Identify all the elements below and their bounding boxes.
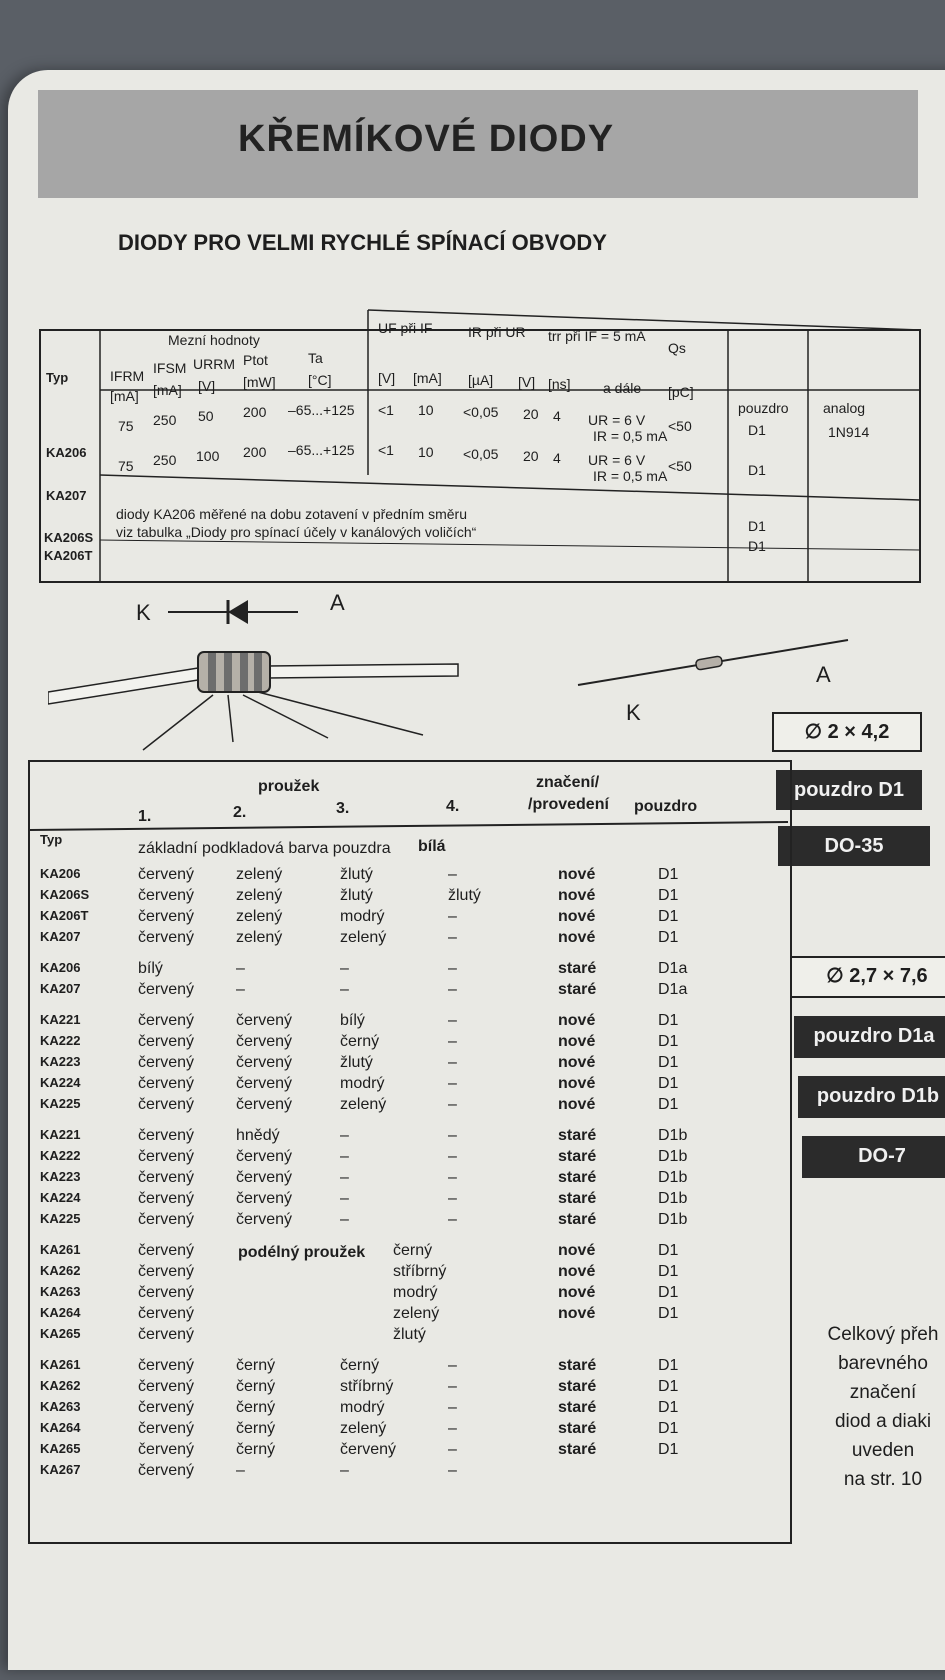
cell-c1: červený: [138, 887, 195, 904]
cell-po: D1: [658, 1441, 679, 1458]
cell-c1: červený: [138, 981, 195, 998]
cell-zn: staré: [558, 1399, 597, 1416]
t1-row1-typ: KA206: [46, 445, 87, 460]
cell-c3: zelený: [340, 1420, 387, 1437]
t1-unit-ur: [V]: [518, 374, 536, 390]
cell-zn: nové: [558, 1012, 596, 1029]
t1-header-uf: UF při IF: [378, 320, 433, 336]
cell-po: D1: [658, 1242, 679, 1259]
t1-header-urrm: URRM: [193, 356, 235, 372]
cell-po: D1: [658, 1263, 679, 1280]
t1-row1-ifrm: 75: [118, 418, 134, 434]
cell-po: D1: [658, 1357, 679, 1374]
cell-typ: KA262: [40, 1378, 81, 1393]
cell-typ: KA265: [40, 1441, 81, 1456]
cell-c3: černý: [340, 1357, 380, 1374]
cell-typ: KA263: [40, 1284, 81, 1299]
cell-c3: –: [340, 1190, 349, 1207]
anode-label: A: [330, 590, 345, 615]
t1-unit-uf: [V]: [378, 370, 396, 386]
cell-c4: –: [448, 1033, 457, 1050]
cell-typ: KA222: [40, 1033, 81, 1048]
cell-c4: –: [448, 1127, 457, 1144]
t1-row1-ptot: 200: [243, 404, 267, 420]
cell-typ: KA222: [40, 1148, 81, 1163]
cell-typ: KA265: [40, 1326, 81, 1341]
t1-row1-ir: <0,05: [463, 404, 499, 420]
cell-zn: nové: [558, 1033, 596, 1050]
cell-po: D1a: [658, 960, 688, 977]
t1-row2-uf: <1: [378, 442, 394, 458]
cell-zn: staré: [558, 1148, 597, 1165]
cell-c2: černý: [236, 1399, 276, 1416]
t1-unit-trr: [ns]: [548, 376, 571, 392]
cell-c2: hnědý: [236, 1127, 280, 1144]
label-do7: DO-7: [802, 1136, 945, 1178]
t1-row2-ifrm: 75: [118, 458, 134, 474]
cell-c3: žlutý: [340, 887, 373, 904]
cell-c1: červený: [138, 1378, 195, 1395]
cell-zn: staré: [558, 1357, 597, 1374]
t1-row1-pouzdro: D1: [748, 422, 766, 438]
cell-po: D1: [658, 908, 679, 925]
t1-row2-ptot: 200: [243, 444, 267, 460]
t1-header-ifsm: IFSM: [153, 360, 187, 376]
cell-po: D1: [658, 1284, 679, 1301]
cell-typ: KA223: [40, 1054, 81, 1069]
cell-zn: staré: [558, 960, 597, 977]
cell-c3: –: [340, 960, 349, 977]
t1-row2-trr: 4: [553, 450, 561, 466]
cell-zn: nové: [558, 1054, 596, 1071]
t1-row2-urrm: 100: [196, 448, 220, 464]
cell-c3: bílý: [340, 1012, 365, 1029]
t1-row2-typ: KA207: [46, 488, 87, 503]
cell-c4: –: [448, 1211, 457, 1228]
cell-po: D1b: [658, 1211, 688, 1228]
t1-row2-qs: <50: [668, 458, 692, 474]
cell-c1: červený: [138, 1075, 195, 1092]
cell-c1: červený: [138, 1284, 195, 1301]
t1-unit-urrm: [V]: [198, 378, 216, 394]
cell-c3: zelený: [340, 929, 387, 946]
t1-header-pouzdro: pouzdro: [738, 400, 789, 416]
cell-c4: –: [448, 1012, 457, 1029]
t2-header-c4: 4.: [446, 798, 460, 815]
cell-po: D1a: [658, 981, 688, 998]
cell-c2: černý: [236, 1378, 276, 1395]
cell-zn: nové: [558, 1284, 596, 1301]
cell-c1: červený: [138, 1420, 195, 1437]
table1-grid: [38, 260, 928, 610]
cell-po: D1b: [658, 1169, 688, 1186]
cell-c2: zelený: [236, 929, 283, 946]
cell-typ: KA207: [40, 929, 81, 944]
cell-zn: staré: [558, 1169, 597, 1186]
t1-note-pouzdro1: D1: [748, 518, 766, 534]
cell-c1: červený: [138, 929, 195, 946]
cell-c4: –: [448, 908, 457, 925]
cell-c4: –: [448, 1054, 457, 1071]
cell-c3: modrý: [340, 1075, 385, 1092]
cell-c3: modrý: [340, 1399, 385, 1416]
cell-c1: červený: [138, 1357, 195, 1374]
t1-row1-ur: 20: [523, 406, 539, 422]
cell-c1: červený: [138, 1305, 195, 1322]
cell-typ: KA261: [40, 1357, 81, 1372]
label-pouzdro-d1b: pouzdro D1b: [798, 1076, 945, 1118]
t2-header-typ: Typ: [40, 832, 63, 847]
cell-po: D1: [658, 1075, 679, 1092]
cell-zn: staré: [558, 1190, 597, 1207]
cell-zn: staré: [558, 981, 597, 998]
cell-c1: červený: [138, 1127, 195, 1144]
cell-zn: nové: [558, 1242, 596, 1259]
cell-c1: červený: [138, 1190, 195, 1207]
section-title: DIODY PRO VELMI RYCHLÉ SPÍNACÍ OBVODY: [118, 230, 607, 255]
cell-typ: KA261: [40, 1242, 81, 1257]
t1-row2-cond2: IR = 0,5 mA: [593, 468, 668, 484]
cell-c4: –: [448, 866, 457, 883]
cell-c3: černý: [393, 1242, 433, 1259]
t1-row1-if: 10: [418, 402, 434, 418]
cell-zn: nové: [558, 1263, 596, 1280]
cell-c4: –: [448, 1190, 457, 1207]
cell-zn: staré: [558, 1211, 597, 1228]
cell-typ: KA223: [40, 1169, 81, 1184]
cell-zn: nové: [558, 1096, 596, 1113]
t2-header-c2: 2.: [233, 804, 247, 821]
cell-c3: modrý: [393, 1284, 438, 1301]
t1-note-typ2: KA206T: [44, 548, 93, 563]
cell-po: D1: [658, 1054, 679, 1071]
cell-c4: –: [448, 1075, 457, 1092]
t1-row1-ifsm: 250: [153, 412, 177, 428]
cell-c3: zelený: [393, 1305, 440, 1322]
label-do35: DO-35: [778, 826, 930, 866]
cell-c2: zelený: [236, 887, 283, 904]
cell-typ: KA221: [40, 1127, 81, 1142]
t1-header-ta: Ta: [308, 350, 323, 366]
cell-po: D1b: [658, 1127, 688, 1144]
cell-c4: žlutý: [448, 887, 481, 904]
cell-c1: červený: [138, 1096, 195, 1113]
cell-zn: nové: [558, 1305, 596, 1322]
cell-po: D1: [658, 866, 679, 883]
cell-c3: žlutý: [340, 866, 373, 883]
cell-po: D1: [658, 1305, 679, 1322]
cell-c4: –: [448, 1148, 457, 1165]
t1-row2-ifsm: 250: [153, 452, 177, 468]
color-code-table: [18, 760, 808, 1560]
cell-c2: černý: [236, 1441, 276, 1458]
t1-row1-trr: 4: [553, 408, 561, 424]
cell-c3: –: [340, 1148, 349, 1165]
cell-typ: KA221: [40, 1012, 81, 1027]
cell-typ: KA225: [40, 1096, 81, 1111]
cell-po: D1: [658, 1399, 679, 1416]
cell-c2: červený: [236, 1169, 293, 1186]
t1-row1-cond2: IR = 0,5 mA: [593, 428, 668, 444]
t1-unit-ptot: [mW]: [243, 374, 276, 390]
cell-c3: modrý: [340, 908, 385, 925]
cell-typ: KA206S: [40, 887, 90, 902]
cell-typ: KA267: [40, 1462, 81, 1477]
cell-c4: –: [448, 981, 457, 998]
cell-c3: –: [340, 981, 349, 998]
t1-row2-cond1: UR = 6 V: [588, 452, 646, 468]
cell-typ: KA206T: [40, 908, 89, 923]
cell-zn: staré: [558, 1378, 597, 1395]
cell-c1: červený: [138, 1054, 195, 1071]
cell-c3: žlutý: [340, 1054, 373, 1071]
color-table-lines: [18, 760, 808, 1560]
t1-note-line1: diody KA206 měřené na dobu zotavení v předním směru: [116, 506, 467, 522]
cell-typ: KA225: [40, 1211, 81, 1226]
t1-header-analog: analog: [823, 400, 866, 416]
cell-c3: žlutý: [393, 1326, 426, 1343]
t1-header-qs: Qs: [668, 340, 686, 356]
cell-typ: KA206: [40, 866, 81, 881]
cell-po: D1: [658, 1033, 679, 1050]
t2-header-c3: 3.: [336, 800, 350, 817]
side-note-line: diod a diaki: [834, 1411, 932, 1432]
t1-row2-pouzdro: D1: [748, 462, 766, 478]
side-note: [808, 1320, 945, 1494]
t1-row1-qs: <50: [668, 418, 692, 434]
cell-c2: černý: [236, 1357, 276, 1374]
t2-base-text: základní podkladová barva pouzdra: [138, 840, 391, 857]
cell-c2: zelený: [236, 866, 283, 883]
cell-c2: –: [236, 960, 245, 977]
cell-po: D1b: [658, 1148, 688, 1165]
cell-zn: staré: [558, 1127, 597, 1144]
size-box-d1: ∅ 2 × 4,2: [772, 712, 922, 752]
cell-typ: KA263: [40, 1399, 81, 1414]
t1-row1-analog: 1N914: [828, 424, 870, 440]
cell-c1: červený: [138, 1169, 195, 1186]
cell-c4: –: [448, 1462, 457, 1479]
t1-unit-ifrm: [mA]: [110, 388, 139, 404]
t2-header-c1: 1.: [138, 808, 152, 825]
t1-unit-ifsm: [mA]: [153, 382, 182, 398]
cell-c1: červený: [138, 1326, 195, 1343]
cell-zn: nové: [558, 929, 596, 946]
cell-c3: –: [340, 1211, 349, 1228]
cell-zn: nové: [558, 887, 596, 904]
anode-label-small: A: [816, 662, 831, 687]
cell-po: D1: [658, 887, 679, 904]
cell-c1: červený: [138, 1263, 195, 1280]
side-note-line: uveden: [851, 1440, 915, 1461]
cell-c2: červený: [236, 1012, 293, 1029]
t1-unit-ta: [°C]: [308, 372, 332, 388]
t2-base-color: bílá: [418, 838, 446, 855]
side-note-line: značení: [849, 1382, 917, 1403]
cell-c1: červený: [138, 1033, 195, 1050]
t1-row1-cond1: UR = 6 V: [588, 412, 646, 428]
cell-c2: červený: [236, 1096, 293, 1113]
t1-note-typ1: KA206S: [44, 530, 94, 545]
t1-header-ir: IR při UR: [468, 324, 526, 340]
cell-typ: KA264: [40, 1420, 81, 1435]
t1-header-ifrm: IFRM: [110, 368, 145, 384]
side-note-line: barevného: [838, 1353, 928, 1374]
cell-c2: červený: [236, 1033, 293, 1050]
cell-c4: –: [448, 960, 457, 977]
label-pouzdro-d1a: pouzdro D1a: [794, 1016, 945, 1058]
parameters-table: [38, 260, 928, 610]
cell-c2: zelený: [236, 908, 283, 925]
cell-c3: –: [340, 1462, 349, 1479]
t2-header-provedeni: /provedení: [528, 796, 609, 813]
cell-zn: staré: [558, 1441, 597, 1458]
t1-unit-if: [mA]: [413, 370, 442, 386]
cell-c4: –: [448, 1096, 457, 1113]
t1-row2-ur: 20: [523, 448, 539, 464]
cell-c1: bílý: [138, 960, 163, 977]
cell-c4: –: [448, 1378, 457, 1395]
t1-row2-ta: –65...+125: [288, 442, 355, 458]
t1-header-trr: trr při IF = 5 mA: [548, 328, 646, 344]
cell-typ: KA224: [40, 1190, 81, 1205]
cell-po: D1b: [658, 1190, 688, 1207]
cell-c4: –: [448, 929, 457, 946]
cell-typ: KA264: [40, 1305, 81, 1320]
cell-c3: stříbrný: [340, 1378, 394, 1395]
cell-c3: stříbrný: [393, 1263, 447, 1280]
t2-podelny: podélný proužek: [238, 1244, 366, 1261]
cell-typ: KA262: [40, 1263, 81, 1278]
cell-zn: nové: [558, 866, 596, 883]
cell-c4: –: [448, 1420, 457, 1437]
page-title: KŘEMÍKOVÉ DIODY: [238, 118, 615, 160]
book-page: [8, 70, 945, 1670]
cell-c2: červený: [236, 1148, 293, 1165]
cell-c3: –: [340, 1127, 349, 1144]
cell-c1: červený: [138, 908, 195, 925]
t1-unit-ir: [µA]: [468, 372, 494, 388]
cathode-label: K: [136, 600, 151, 625]
diode-drawing: [48, 560, 928, 790]
cell-c4: –: [448, 1441, 457, 1458]
cell-po: D1: [658, 1012, 679, 1029]
cell-c1: červený: [138, 1462, 195, 1479]
t2-header-prouzek: proužek: [258, 778, 320, 795]
cell-zn: nové: [558, 1075, 596, 1092]
cell-c2: červený: [236, 1054, 293, 1071]
cell-c2: –: [236, 981, 245, 998]
cell-c2: červený: [236, 1075, 293, 1092]
cell-c1: červený: [138, 866, 195, 883]
cell-c1: červený: [138, 1242, 195, 1259]
cell-c2: červený: [236, 1211, 293, 1228]
t1-row1-uf: <1: [378, 402, 394, 418]
cell-po: D1: [658, 929, 679, 946]
t1-header-ptot: Ptot: [243, 352, 268, 368]
t1-header-typ: Typ: [46, 370, 69, 385]
t1-note-line2: viz tabulka „Diody pro spínací účely v kanálových voličích“: [116, 524, 477, 540]
cell-c4: –: [448, 1357, 457, 1374]
cell-po: D1: [658, 1378, 679, 1395]
cell-c2: černý: [236, 1420, 276, 1437]
t1-note-pouzdro2: D1: [748, 538, 766, 554]
side-note-line: na str. 10: [843, 1469, 923, 1490]
cell-typ: KA224: [40, 1075, 81, 1090]
cell-c3: červený: [340, 1441, 397, 1458]
cell-zn: nové: [558, 908, 596, 925]
cell-c2: –: [236, 1462, 245, 1479]
cell-c2: červený: [236, 1190, 293, 1207]
t2-header-pouzdro: pouzdro: [634, 798, 698, 815]
t1-row1-urrm: 50: [198, 408, 214, 424]
cell-c1: červený: [138, 1441, 195, 1458]
diode-diagram: [48, 560, 928, 790]
cell-typ: KA207: [40, 981, 81, 996]
t1-header-mezni: Mezní hodnoty: [168, 332, 260, 348]
t1-a-dale: a dále: [603, 380, 642, 396]
cell-po: D1: [658, 1420, 679, 1437]
cell-c1: červený: [138, 1399, 195, 1416]
cell-po: D1: [658, 1096, 679, 1113]
cell-c1: červený: [138, 1148, 195, 1165]
t1-row2-ir: <0,05: [463, 446, 499, 462]
cell-c3: zelený: [340, 1096, 387, 1113]
label-pouzdro-d1: pouzdro D1: [776, 770, 922, 810]
cell-c1: červený: [138, 1211, 195, 1228]
size-box-d1a: ∅ 2,7 × 7,6: [790, 956, 945, 998]
side-note-line: Celkový přeh: [827, 1324, 939, 1345]
cell-c4: –: [448, 1399, 457, 1416]
cathode-label-small: K: [626, 700, 641, 725]
t1-unit-qs: [pC]: [668, 384, 694, 400]
cell-c3: černý: [340, 1033, 380, 1050]
cell-c4: –: [448, 1169, 457, 1186]
cell-typ: KA206: [40, 960, 81, 975]
t1-row2-if: 10: [418, 444, 434, 460]
cell-c3: –: [340, 1169, 349, 1186]
t1-row1-ta: –65...+125: [288, 402, 355, 418]
cell-c1: červený: [138, 1012, 195, 1029]
cell-zn: staré: [558, 1420, 597, 1437]
t2-header-znaceni: značení/: [536, 774, 600, 791]
